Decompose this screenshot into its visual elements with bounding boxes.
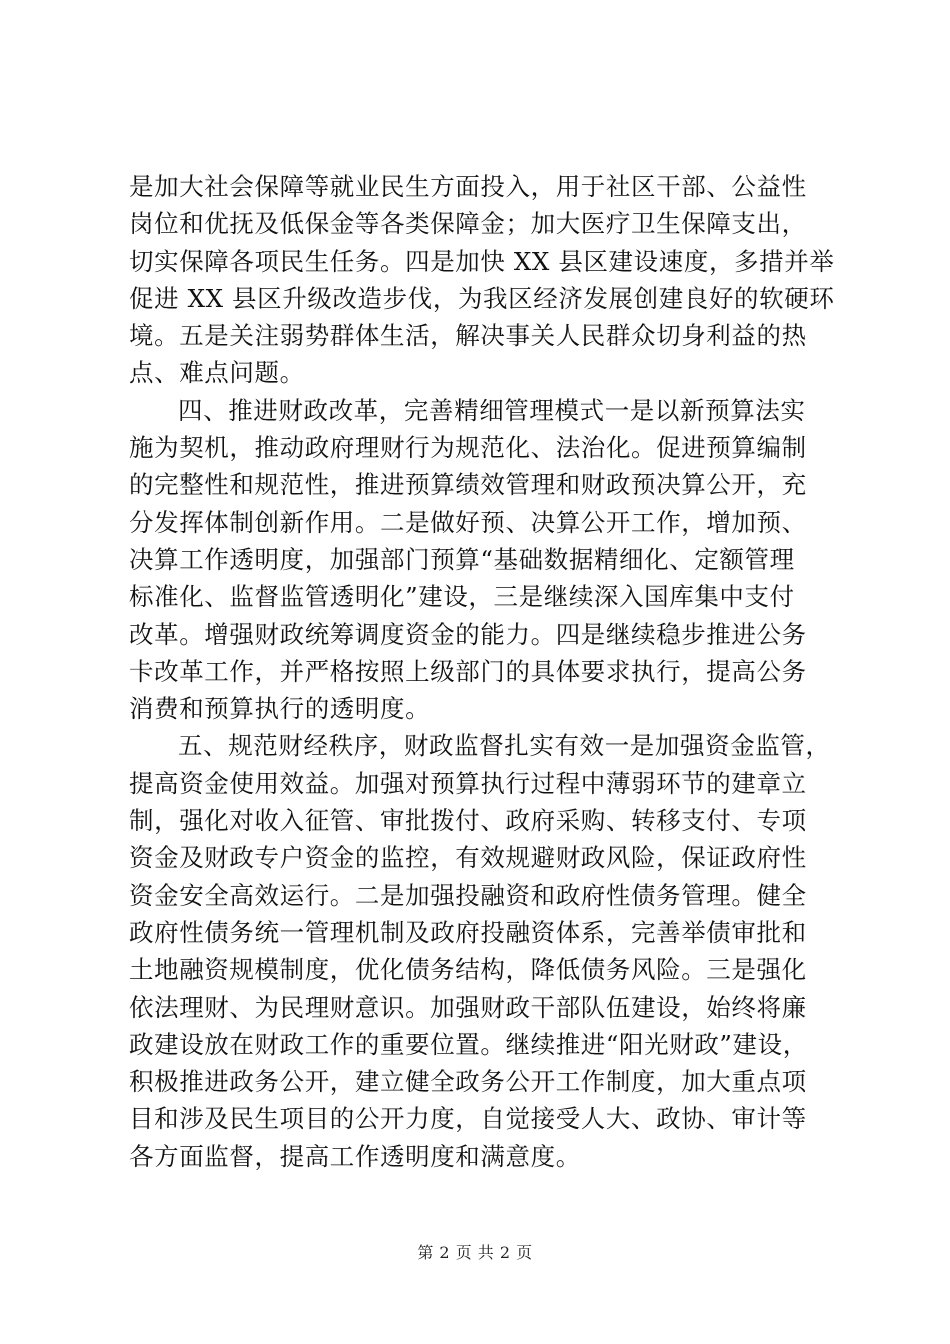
text-line: 资金及财政专户资金的监控，有效规避财政风险，保证政府性 [129,843,807,873]
text-line: 资金安全高效运行。二是加强投融资和政府性债务管理。健全 [129,880,807,910]
text-line: 政建设放在财政工作的重要位置。继续推进“阳光财政”建设， [129,1029,808,1059]
text-line: 岗位和优抚及低保金等各类保障金；加大医疗卫生保障支出， [129,209,807,239]
text-line: 境。五是关注弱势群体生活，解决事关人民群众切身利益的热 [129,321,807,351]
text-line: 提高资金使用效益。加强对预算执行过程中薄弱环节的建章立 [129,768,807,798]
text-line: 改革。增强财政统筹调度资金的能力。四是继续稳步推进公务 [129,619,807,649]
document-body [129,168,835,1175]
text-line: 积极推进政务公开，建立健全政务公开工作制度，加大重点项 [129,1067,807,1097]
page-number-footer: 第 2 页 共 2 页 [417,1243,533,1262]
text-line: 的完整性和规范性，推进预算绩效管理和财政预决算公开，充 [129,470,807,500]
text-line: 土地融资规模制度，优化债务结构，降低债务风险。三是强化 [129,955,807,985]
text-line: 目和涉及民生项目的公开力度，自觉接受人大、政协、审计等 [129,1104,807,1134]
text-line: 是加大社会保障等就业民生方面投入，用于社区干部、公益性 [129,172,807,201]
text-line: 点、难点问题。 [129,358,305,388]
text-line: 制，强化对收入征管、审批拨付、政府采购、转移支付、专项 [129,806,807,836]
paragraph-2 [129,392,829,728]
text-line: 促进 XX 县区升级改造步伐，为我区经济发展创建良好的软硬环 [129,283,835,313]
text-line: 切实保障各项民生任务。四是加快 XX 县区建设速度，多措并举 [129,246,835,276]
text-line: 各方面监督，提高工作透明度和满意度。 [129,1141,581,1171]
text-line: 决算工作透明度，加强部门预算“基础数据精细化、定额管理 [129,544,795,574]
paragraph-3 [129,727,829,1175]
text-line: 标准化、监督监管透明化”建设，三是继续深入国库集中支付 [129,582,795,612]
text-line: 依法理财、为民理财意识。加强财政干部队伍建设，始终将廉 [129,992,807,1022]
paragraph-1 [129,168,835,392]
text-line: 卡改革工作，并严格按照上级部门的具体要求执行，提高公务 [129,656,807,686]
text-line: 施为契机，推动政府理财行为规范化、法治化。促进预算编制 [129,433,807,463]
text-line: 五、规范财经秩序，财政监督扎实有效一是加强资金监管， [178,731,831,761]
text-line: 政府性债务统一管理机制及政府投融资体系，完善举债审批和 [129,917,807,947]
text-line: 消费和预算执行的透明度。 [129,694,431,724]
text-line: 四、推进财政改革，完善精细管理模式一是以新预算法实 [178,395,806,425]
text-line: 分发挥体制创新作用。二是做好预、决算公开工作，增加预、 [129,507,807,537]
